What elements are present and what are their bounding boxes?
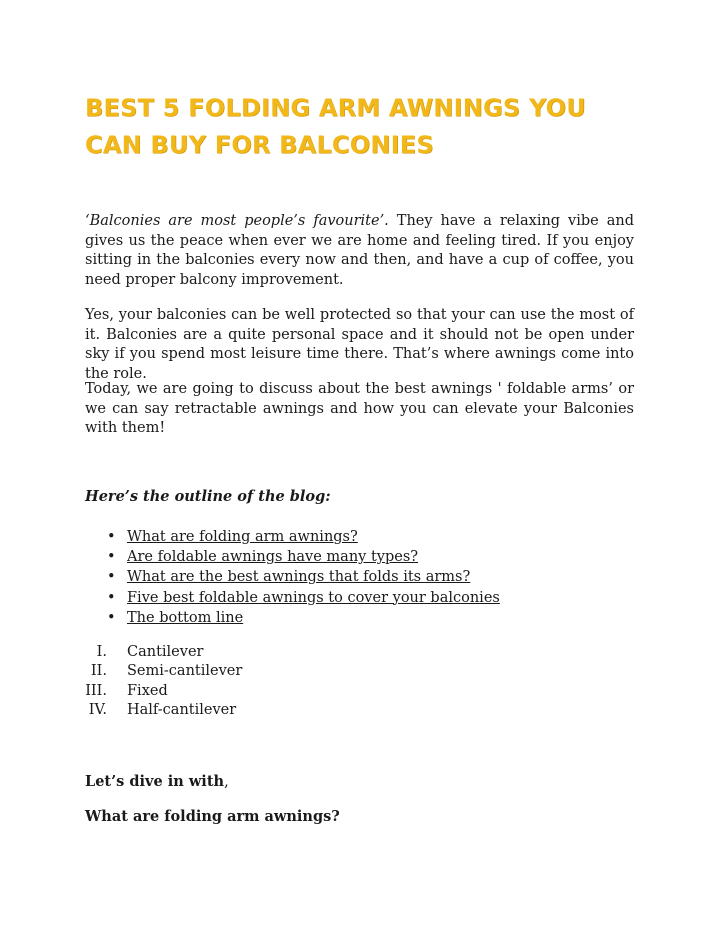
section-heading: What are folding arm awnings? bbox=[85, 808, 340, 825]
outline-item bbox=[127, 527, 500, 547]
outline-link-bottom-line[interactable]: The bottom line bbox=[127, 609, 244, 626]
outline-item bbox=[127, 567, 500, 587]
intro-quote: ‘Balconies are most people’s favourite’. bbox=[85, 213, 389, 229]
types-list-item bbox=[85, 662, 242, 681]
list-label: Semi-cantilever bbox=[127, 663, 243, 680]
types-list bbox=[85, 643, 242, 721]
page-title: BEST 5 FOLDING ARM AWNINGS YOU CAN BUY FOR BALCONIES bbox=[85, 94, 586, 159]
list-label: Fixed bbox=[127, 682, 168, 699]
outline-item bbox=[127, 588, 500, 608]
types-list-item bbox=[85, 643, 242, 662]
paragraph-3: Today, we are going to discuss about the best awnings ' foldable arms’ or we can say retractable awnings and how you can elevate your Balconies with them! bbox=[85, 381, 634, 437]
paragraph-2: Yes, your balconies can be well protected so that your can use the most of it. Balconies are a quite personal space and it should not be open under sky if you spend most leisure time there. That’s where awnings come into the role. bbox=[85, 307, 634, 382]
list-number: I. bbox=[96, 644, 107, 660]
list-number: II. bbox=[90, 663, 107, 680]
dive-in-text: Let’s dive in with bbox=[85, 773, 225, 790]
outline-heading: Here’s the outline of the blog: bbox=[85, 488, 331, 505]
intro-paragraph bbox=[85, 212, 634, 290]
outline-item bbox=[127, 547, 500, 567]
outline-link-awning-types[interactable]: Are foldable awnings have many types? bbox=[127, 549, 419, 566]
outline-item bbox=[127, 608, 500, 628]
list-number: IV. bbox=[88, 702, 107, 719]
types-list-item bbox=[85, 682, 242, 701]
intro-text: They have a relaxing vibe and gives us the peace when ever we are home and feeling tired. If you enjoy sitting in the balconies every now and then, and have a cup of coffee, you need proper balcony improvement. bbox=[85, 213, 634, 288]
outline-link-best-awnings[interactable]: What are the best awnings that folds its arms? bbox=[127, 569, 471, 586]
outline-link-folding-arm-awnings[interactable]: What are folding arm awnings? bbox=[127, 529, 358, 545]
outline-list bbox=[127, 527, 500, 628]
outline-link-five-best[interactable]: Five best foldable awnings to cover your balconies bbox=[127, 589, 500, 606]
dive-in-line bbox=[85, 773, 229, 790]
dive-in-comma: , bbox=[224, 774, 229, 790]
list-label: Cantilever bbox=[127, 644, 204, 660]
list-label: Half-cantilever bbox=[127, 702, 237, 719]
list-number: III. bbox=[85, 682, 107, 699]
types-list-item bbox=[85, 701, 242, 720]
